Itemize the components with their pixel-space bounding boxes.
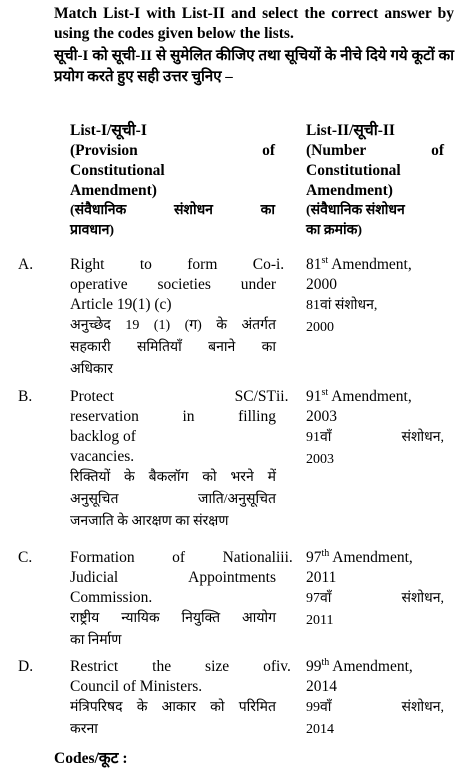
amendment-number: 81 <box>306 256 322 273</box>
list1-subtitle-line: Constitutional <box>70 162 165 179</box>
row-letter: B. <box>18 388 33 405</box>
amendment-hindi: 99वाँ संशोधन, <box>306 700 444 715</box>
list2-header <box>306 121 444 241</box>
provision-line: Restrict the size of <box>70 658 276 675</box>
amendment-word: Amendment, <box>328 256 412 273</box>
list1-subtitle-hindi: (संवैधानिक संशोधन का <box>70 203 275 218</box>
list1-title: List-I/सूची-I <box>70 122 147 139</box>
amendment-hindi: 81वां संशोधन, <box>306 298 378 313</box>
row-amendment <box>306 387 444 471</box>
question-text <box>54 4 454 88</box>
amendment-year: 2014 <box>306 678 337 695</box>
amendment-word: Amendment, <box>329 549 413 566</box>
list2-subtitle-line: Amendment) <box>306 182 393 199</box>
amendment-hindi-year: 2014 <box>306 722 334 737</box>
list1-subtitle-hindi: प्रावधान) <box>70 223 115 238</box>
amendment-line <box>306 548 444 568</box>
provision-line: Judicial Appointments <box>70 569 276 586</box>
row-roman-numeral: i. <box>276 256 285 273</box>
list1-subtitle-line: Amendment) <box>70 182 157 199</box>
row-amendment <box>306 657 444 741</box>
provision-line: operative societies under <box>70 276 276 293</box>
list2-subtitle-hindi: का क्रमांक) <box>306 223 363 238</box>
provision-hindi: जनजाति के आरक्षण का संरक्षण <box>70 514 229 529</box>
provision-hindi: अनुच्छेद 19 (1) (ग) के अंतर्गत <box>70 318 276 333</box>
list2-subtitle-line: (Number of <box>306 142 444 159</box>
row-amendment <box>306 548 444 632</box>
amendment-line <box>306 657 444 677</box>
list1-subtitle-line: (Provision of <box>70 142 275 159</box>
provision-hindi: अधिकार <box>70 362 114 377</box>
row-roman-numeral: iii. <box>276 549 293 566</box>
amendment-number: 99 <box>306 658 322 675</box>
row-provision <box>70 657 276 741</box>
row-roman-numeral: ii. <box>276 388 289 405</box>
provision-line: Article 19(1) (c) <box>70 296 172 313</box>
row-roman-numeral: iv. <box>276 658 291 675</box>
provision-line: vacancies. <box>70 448 135 465</box>
amendment-number: 91 <box>306 388 322 405</box>
amendment-year: 2011 <box>306 569 337 586</box>
provision-hindi: अनुसूचित जाति/अनुसूचित <box>70 492 276 507</box>
provision-line: Council of Ministers. <box>70 678 203 695</box>
amendment-word: Amendment, <box>328 388 412 405</box>
provision-hindi: राष्ट्रीय न्यायिक नियुक्ति आयोग <box>70 611 276 626</box>
amendment-number: 97 <box>306 549 322 566</box>
provision-line: Right to form Co- <box>70 256 276 273</box>
amendment-hindi-year: 2000 <box>306 320 334 335</box>
amendment-line <box>306 255 444 275</box>
provision-line: Commission. <box>70 589 153 606</box>
row-provision <box>70 255 276 381</box>
amendment-hindi: 97वाँ संशोधन, <box>306 591 444 606</box>
list1-header <box>70 121 275 241</box>
codes-label: Codes/कूट : <box>54 750 128 767</box>
provision-hindi: सहकारी समितियाँ बनाने का <box>70 340 276 355</box>
question-english: Match List-I with List-II and select the correct answer by using the codes given below the lists. <box>54 5 454 42</box>
amendment-word: Amendment, <box>329 658 413 675</box>
row-letter: D. <box>18 658 34 675</box>
provision-line: Formation of National <box>70 549 276 566</box>
list2-subtitle-line: Constitutional <box>306 162 401 179</box>
row-amendment <box>306 255 444 339</box>
ordinal-suffix: th <box>321 547 330 559</box>
ordinal-suffix: st <box>321 386 329 398</box>
provision-line: Protect SC/ST <box>70 388 276 405</box>
ordinal-suffix: th <box>321 656 330 668</box>
provision-hindi: करना <box>70 722 98 737</box>
amendment-line <box>306 387 444 407</box>
list2-subtitle-hindi: (संवैधानिक संशोधन <box>306 203 405 218</box>
row-letter: A. <box>18 256 34 273</box>
provision-hindi: का निर्माण <box>70 633 122 648</box>
provision-line: backlog of <box>70 428 136 445</box>
amendment-year: 2003 <box>306 408 337 425</box>
row-provision <box>70 548 276 652</box>
amendment-hindi-year: 2003 <box>306 452 334 467</box>
amendment-hindi-year: 2011 <box>306 613 334 628</box>
provision-hindi: रिक्तियों के बैकलॉग को भरने में <box>70 470 276 485</box>
ordinal-suffix: st <box>321 254 329 266</box>
provision-line: reservation in filling <box>70 408 276 425</box>
provision-hindi: मंत्रिपरिषद के आकार को परिमित <box>70 700 276 715</box>
row-letter: C. <box>18 549 33 566</box>
list2-title: List-II/सूची-II <box>306 122 395 139</box>
amendment-hindi: 91वाँ संशोधन, <box>306 430 444 445</box>
question-hindi: सूची-I को सूची-II से सुमेलित कीजिए तथा सूचियों के नीचे दिये गये कूटों का प्रयोग करते हुए सही उत्तर चुनिए – <box>54 48 454 85</box>
amendment-year: 2000 <box>306 276 337 293</box>
row-provision <box>70 387 276 533</box>
